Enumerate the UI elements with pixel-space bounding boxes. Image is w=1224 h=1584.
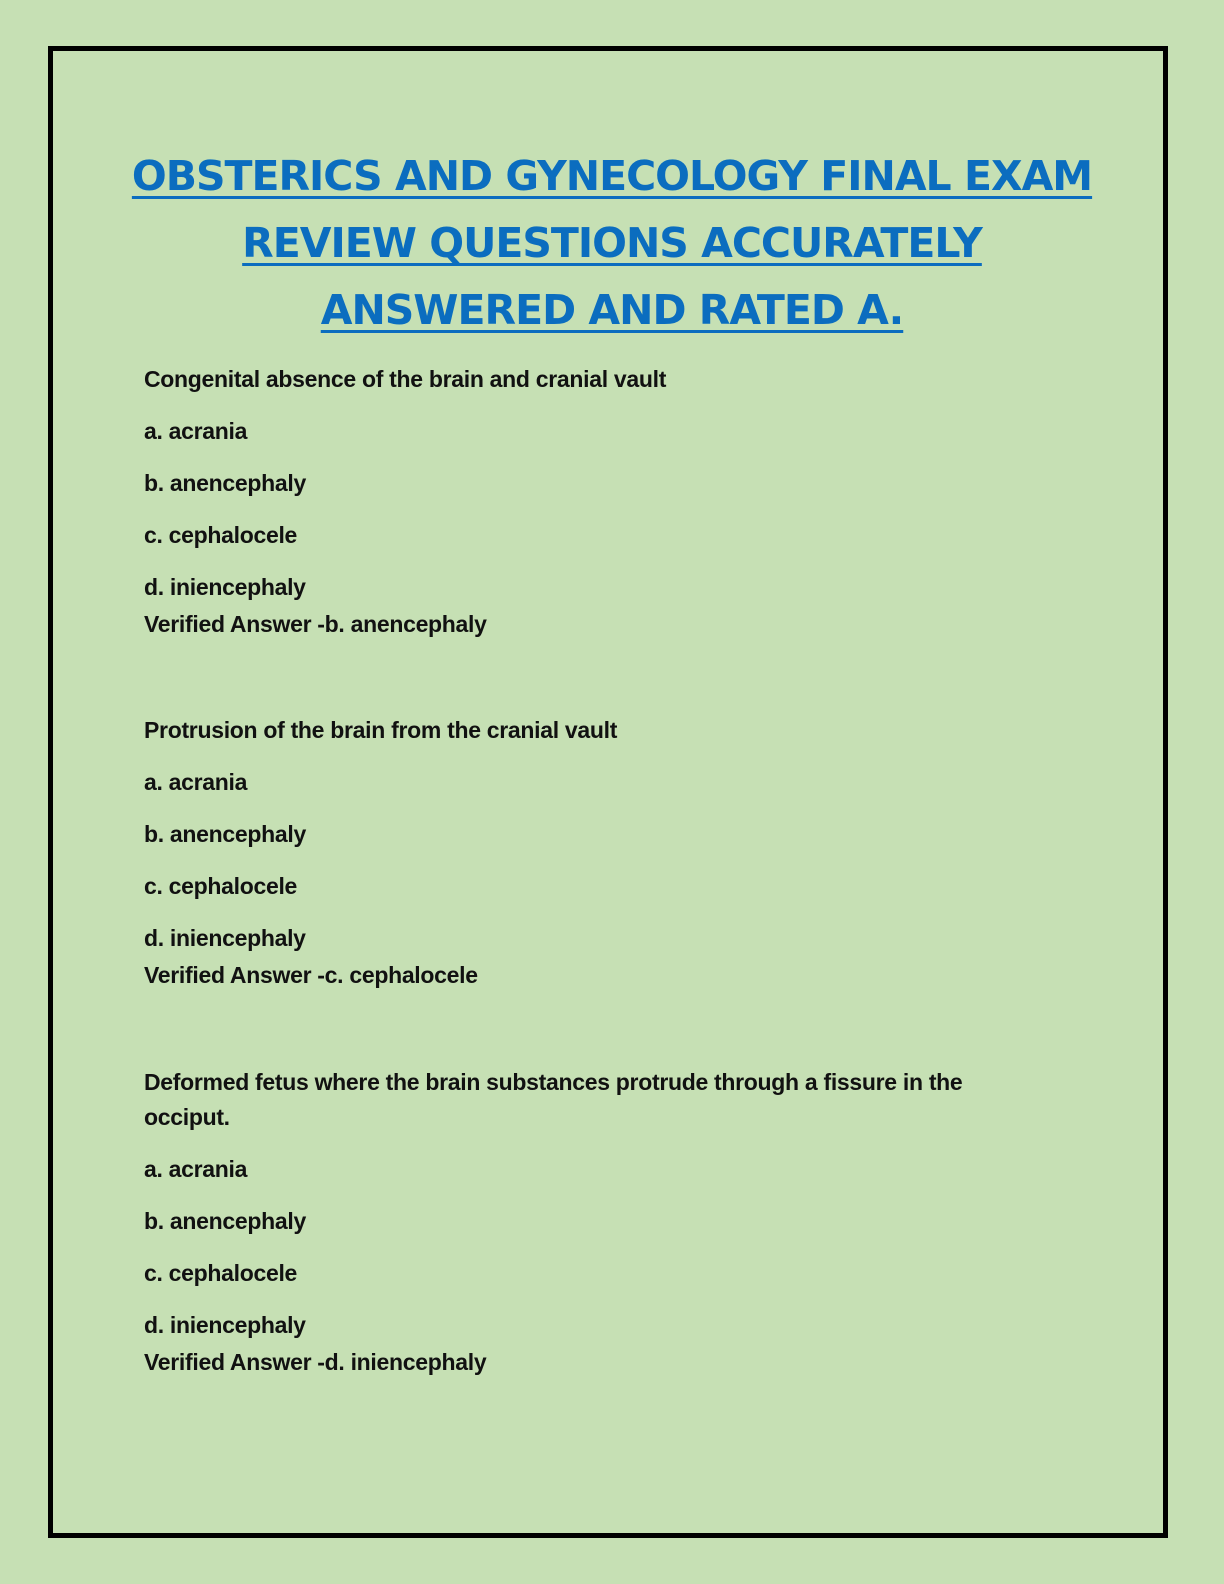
option-c: c. cephalocele [144,1260,298,1286]
title-line-2: REVIEW QUESTIONS ACCURATELY [242,219,982,267]
option-d: d. iniencephaly [144,574,306,600]
title-line-1: OBSTERICS AND GYNECOLOGY FINAL EXAM [131,152,1093,200]
question-text: Congenital absence of the brain and cranial vault [144,366,667,392]
verified-answer: Verified Answer -c. cephalocele [144,962,478,988]
option-c: c. cephalocele [144,522,298,548]
option-d: d. iniencephaly [144,925,306,951]
verified-answer: Verified Answer -b. anencephaly [144,611,487,637]
document-title [100,143,1124,344]
title-line-3: ANSWERED AND RATED A. [320,286,904,334]
option-b: b. anencephaly [144,1208,306,1234]
verified-answer: Verified Answer -d. iniencephaly [144,1349,487,1375]
option-d: d. iniencephaly [144,1312,306,1338]
question-3 [144,1065,1044,1380]
question-text: Protrusion of the brain from the cranial vault [144,717,618,743]
option-b: b. anencephaly [144,470,306,496]
option-a: a. acrania [144,418,248,444]
option-a: a. acrania [144,769,248,795]
option-c: c. cephalocele [144,873,298,899]
question-1 [144,362,1044,642]
question-text: Deformed fetus where the brain substances protrude through a fissure in the occiput. [144,1069,963,1130]
option-a: a. acrania [144,1156,248,1182]
option-b: b. anencephaly [144,821,306,847]
question-2 [144,713,1044,993]
